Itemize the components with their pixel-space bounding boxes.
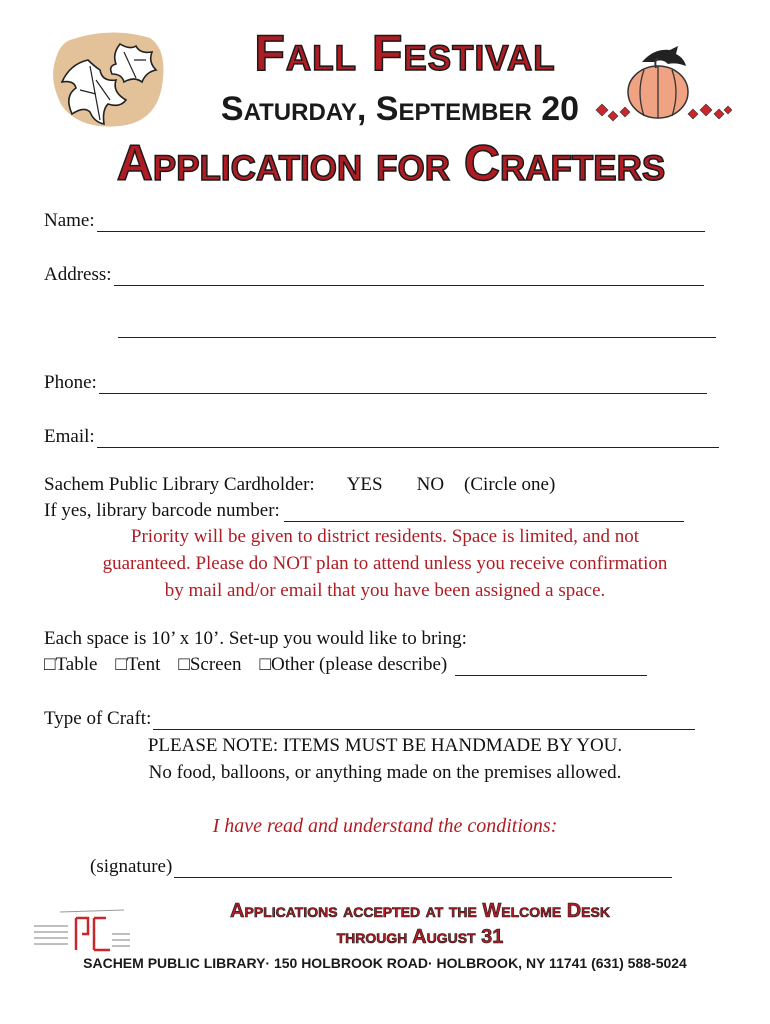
accepted-notice-line-2: through August 31 (336, 926, 504, 948)
name-label: Name: (44, 210, 95, 231)
application-title: Application for Crafters (116, 135, 666, 191)
signature-field[interactable] (174, 858, 672, 878)
address-label: Address: (44, 264, 112, 285)
phone-label: Phone: (44, 372, 97, 393)
cardholder-no-option[interactable]: NO (416, 474, 445, 495)
cardholder-row (44, 474, 555, 496)
email-label: Email: (44, 426, 95, 447)
barcode-label: If yes, library barcode number: (44, 500, 280, 521)
priority-notice-line-2: guaranteed. Please do NOT plan to attend unless you receive confirmation (102, 553, 668, 574)
barcode-row (44, 500, 684, 522)
craft-row (44, 708, 695, 730)
other-describe-field[interactable] (455, 656, 647, 676)
festival-title: Fall Festival (254, 25, 556, 81)
library-address: SACHEM PUBLIC LIBRARY· 150 HOLBROOK ROAD· HOLBROOK, NY 11741 (631) 588-5024 (83, 955, 687, 971)
email-row (44, 426, 719, 448)
restrictions-note: No food, balloons, or anything made on the premises allowed. (148, 762, 622, 783)
address-row (44, 264, 704, 286)
cardholder-yes-option[interactable]: YES (346, 474, 383, 495)
table-checkbox[interactable]: □Table (44, 654, 98, 675)
address-field-line-2[interactable] (118, 318, 716, 338)
phone-row (44, 372, 707, 394)
email-field[interactable] (97, 428, 719, 448)
space-info-row (44, 628, 467, 650)
name-row (44, 210, 705, 232)
festival-date: Saturday, September 20 (220, 90, 580, 128)
accepted-notice-line-1: Applications accepted at the Welcome Desk (230, 900, 610, 922)
name-field[interactable] (97, 212, 705, 232)
cardholder-label: Sachem Public Library Cardholder: (44, 474, 315, 495)
handmade-note: PLEASE NOTE: ITEMS MUST BE HANDMADE BY YOU. (147, 735, 623, 756)
phone-field[interactable] (99, 374, 707, 394)
address-field[interactable] (114, 266, 704, 286)
tent-checkbox[interactable]: □Tent (115, 654, 161, 675)
circle-one-hint: (Circle one) (464, 474, 556, 495)
other-checkbox[interactable]: □Other (please describe) (259, 654, 448, 675)
address-line-2-row (118, 318, 716, 338)
barcode-field[interactable] (284, 502, 684, 522)
priority-notice-line-3: by mail and/or email that you have been assigned a space. (164, 580, 606, 601)
setup-options-row (44, 654, 647, 676)
priority-notice-line-1: Priority will be given to district residents. Space is limited, and not (130, 526, 640, 547)
screen-checkbox[interactable]: □Screen (178, 654, 242, 675)
signature-row (90, 856, 672, 878)
space-info-text: Each space is 10’ x 10’. Set-up you would like to bring: (44, 628, 467, 649)
craft-label: Type of Craft: (44, 708, 152, 729)
craft-field[interactable] (153, 710, 695, 730)
signature-label: (signature) (90, 856, 173, 877)
conditions-statement: I have read and understand the conditions: (212, 815, 558, 837)
